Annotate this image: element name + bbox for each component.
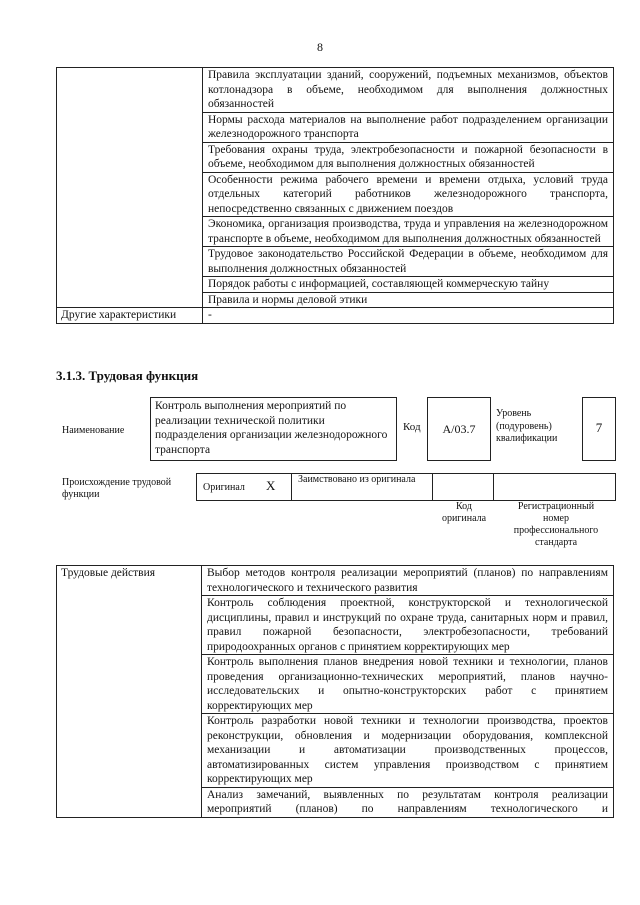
section-title: 3.1.3. Трудовая функция xyxy=(56,368,199,383)
table-cell: Анализ замечаний, выявленных по результатам контроля реализации мероприятий (планов) по направлениям технологического и xyxy=(202,787,614,817)
page-number: 8 xyxy=(317,40,323,54)
table-cell: - xyxy=(203,308,614,324)
level-box xyxy=(582,397,616,461)
table-cell: Контроль выполнения планов внедрения новой техники и технологии, планов проведения организационно-технических мероприятий, планов научно-исследовательских и опытно-конструкторских работ с принятием корректирующих мер xyxy=(202,655,614,714)
level-value: 7 xyxy=(595,420,603,435)
divider xyxy=(291,473,292,500)
borrowed-label: Заимствовано из оригинала xyxy=(298,474,416,485)
divider xyxy=(493,473,494,500)
table-cell: Экономика, организация производства, труда и управления на железнодорожном транспорте в объеме, необходимом для выполнения должностных обязанностей xyxy=(203,217,614,247)
table-row xyxy=(57,308,614,324)
table-cell: Требования охраны труда, электробезопасности и пожарной безопасности в объеме, необходимом для выполнения должностных обязанностей xyxy=(203,142,614,172)
knowledge-table xyxy=(56,67,614,324)
code-value: А/03.7 xyxy=(442,422,476,436)
table-row xyxy=(57,68,614,113)
divider xyxy=(432,473,433,500)
original-mark: X xyxy=(266,478,276,493)
name-box xyxy=(150,397,397,461)
code-caption: Код оригинала xyxy=(441,501,487,524)
table-cell: Нормы расхода материалов на выполнение работ подразделением организации железнодорожного транспорта xyxy=(203,112,614,142)
original-label: Оригинал xyxy=(203,482,245,493)
code-label: Код xyxy=(403,421,421,433)
origin-label: Происхождение трудовой функции xyxy=(62,477,172,500)
table-cell: Контроль соблюдения проектной, конструкторской и технологической дисциплины, правил и инструкций по охране труда, санитарных норм и правил, правил пожарной безопасности, электробезопасности, требований природоохранных органов с принятием корректирующих мер xyxy=(202,596,614,655)
table-cell: Правила и нормы деловой этики xyxy=(203,292,614,308)
level-label: Уровень (подуровень) квалификации xyxy=(496,408,558,444)
table-cell: Правила эксплуатации зданий, сооружений, подъемных механизмов, объектов котлонадзора в объеме, необходимом для выполнения должностных обязанностей xyxy=(203,68,614,113)
actions-table xyxy=(56,565,614,818)
other-characteristics-label: Другие характеристики xyxy=(57,308,203,324)
table-cell: Порядок работы с информацией, составляющей коммерческую тайну xyxy=(203,277,614,293)
function-name: Контроль выполнения мероприятий по реализации технической политики подразделения организации железнодорожного транспорта xyxy=(155,400,388,456)
table-cell: Особенности режима рабочего времени и времени отдыха, условий труда отдельных категорий работников железнодорожного транспорта, непосредственно связанных с движением поездов xyxy=(203,172,614,217)
reg-caption: Регистрационный номер профессионального стандарта xyxy=(513,501,599,548)
name-label: Наименование xyxy=(62,425,125,436)
table-cell: Трудовое законодательство Российской Федерации в объеме, необходимом для выполнения должностных обязанностей xyxy=(203,247,614,277)
table-cell: Выбор методов контроля реализации мероприятий (планов) по направлениям технологического и технического развития xyxy=(202,566,614,596)
table-row xyxy=(57,566,614,596)
code-box xyxy=(427,397,491,461)
row-label-cell xyxy=(57,68,203,308)
actions-label: Трудовые действия xyxy=(57,566,202,818)
table-cell: Контроль разработки новой техники и технологии производства, проектов реконструкции, обновления и модернизации оборудования, комплексной механизации и автоматизации производственных процессов, автоматизированных систем управления производством с принятием корректирующих мер xyxy=(202,714,614,788)
